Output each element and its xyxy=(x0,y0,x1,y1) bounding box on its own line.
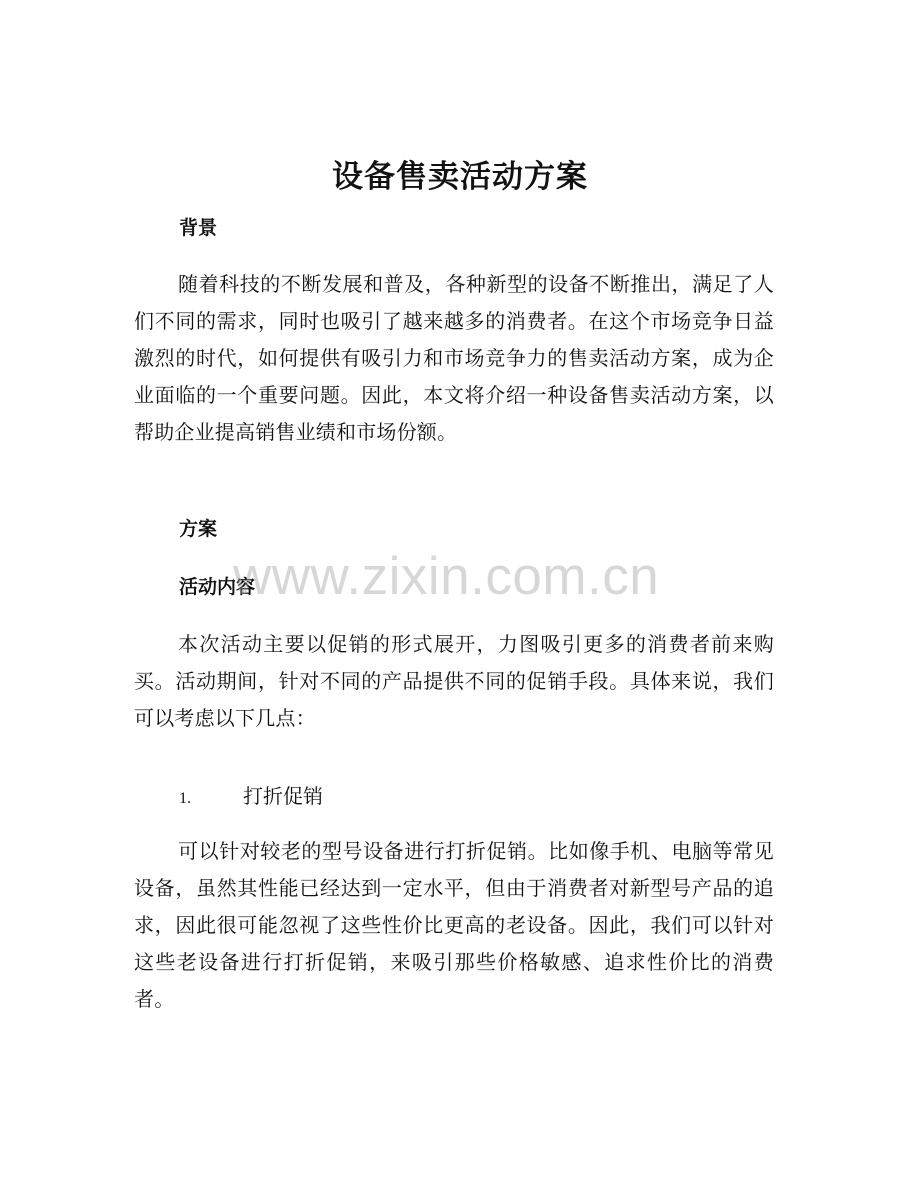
section-heading-activity: 活动内容 xyxy=(179,576,256,598)
section-heading-background: 背景 xyxy=(179,217,218,239)
document-title: 设备售卖活动方案 xyxy=(332,159,588,195)
list-item-label: 打折促销 xyxy=(243,784,323,808)
background-paragraph: 随着科技的不断发展和普及，各种新型的设备不断推出，满足了人们不同的需求，同时也吸引了越来越多的消费者。在这个市场竞争日益激烈的时代，如何提供有吸引力和市场竞争力的售卖活动方案，成为企业面临的一个重要问题。因此，本文将介绍一种设备售卖活动方案，以帮助企业提高销售业绩和市场份额。 xyxy=(134,272,774,444)
list-item-discount xyxy=(179,781,679,814)
watermark-text: www.zixin.com.cn xyxy=(233,547,660,606)
discount-paragraph: 可以针对较老的型号设备进行打折促销。比如像手机、电脑等常见设备，虽然其性能已经达到一定水平，但由于消费者对新型号产品的追求，因此很可能忽视了这些性价比更高的老设备。因此，我们可以针对这些老设备进行打折促销，来吸引那些价格敏感、追求性价比的消费者。 xyxy=(134,839,774,1011)
activity-paragraph: 本次活动主要以促销的形式展开，力图吸引更多的消费者前来购买。活动期间，针对不同的产品提供不同的促销手段。具体来说，我们可以考虑以下几点： xyxy=(134,632,774,730)
list-item-number: 1. xyxy=(179,790,191,807)
section-heading-plan: 方案 xyxy=(179,518,218,540)
